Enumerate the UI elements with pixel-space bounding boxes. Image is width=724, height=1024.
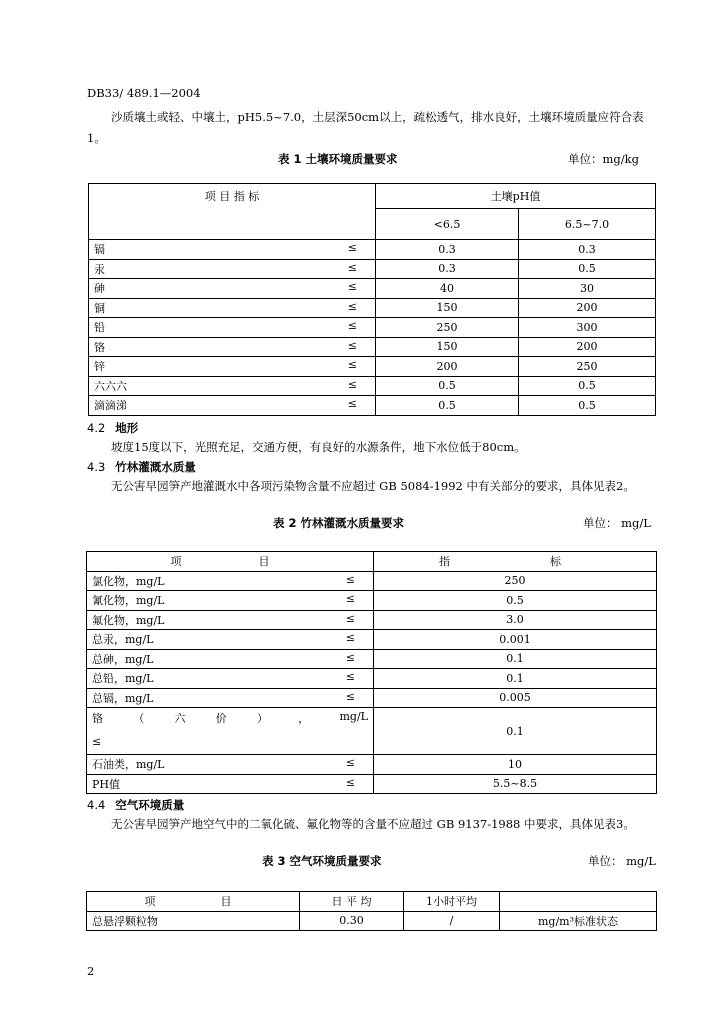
table1-row-name: 镉 (94, 243, 105, 257)
table3-head-item-part: 目 (220, 895, 232, 909)
table1-cell-name (89, 259, 376, 279)
table-row (89, 376, 656, 396)
chromium-name-part: （ (133, 712, 145, 725)
table2-cell-chromium (87, 708, 374, 755)
section-4-4-text: 无公害早园笋产地空气中的二氧化硫、氟化物等的含量不应超过 GB 9137-1988 中要求，具体见表3。 (111, 817, 635, 831)
table2-cell-name (87, 649, 374, 669)
soil-quality-table (88, 183, 656, 416)
table-row (87, 591, 657, 611)
table1-cell-name (89, 396, 376, 416)
table1-row-name: 铜 (94, 301, 105, 315)
table1-cell-low: 200 (376, 357, 519, 377)
table2-caption: 表 2 竹林灌溉水质量要求 (273, 516, 405, 530)
table1-cell-low: 150 (376, 337, 519, 357)
table1-head-ph: 土壤pH值 (376, 184, 656, 209)
table-row (87, 774, 657, 794)
table1-row-name: 滴滴涕 (94, 399, 127, 413)
table1-row-op: ≤ (347, 319, 357, 333)
table2-row-op: ≤ (345, 611, 355, 625)
table-row (89, 318, 656, 338)
chromium-name-part: ， (298, 712, 310, 725)
table2-cell-value: 3.0 (374, 610, 657, 630)
table2-cell-value: 0.1 (374, 708, 657, 755)
table-row (87, 630, 657, 650)
table-row (89, 259, 656, 279)
table3-caption: 表 3 空气环境质量要求 (262, 854, 382, 868)
section-4-3-text: 无公害早园笋产地灌溉水中各项污染物含量不应超过 GB 5084-1992 中有关部分的要求，具体见表2。 (111, 479, 635, 493)
table2-cell-name (87, 688, 374, 708)
table-row (89, 357, 656, 377)
table1-cell-high: 200 (519, 337, 656, 357)
table1-row-name: 砷 (94, 282, 105, 296)
table2-cell-value: 0.001 (374, 630, 657, 650)
table2-row-op: ≤ (345, 756, 355, 770)
table1-head-item: 项 目 指 标 (89, 184, 376, 240)
table-row (87, 610, 657, 630)
table2-row-op: ≤ (345, 670, 355, 684)
table-row (87, 649, 657, 669)
table2-cell-name (87, 610, 374, 630)
table2-head-item (87, 552, 374, 572)
table1-row-name: 锌 (94, 360, 105, 374)
chromium-name-line (92, 708, 368, 726)
table2-row-op: ≤ (345, 689, 355, 703)
table3-head-daily: 日 平 均 (300, 892, 404, 912)
air-quality-table (86, 891, 657, 931)
table-row (87, 708, 657, 755)
table-row (87, 755, 657, 775)
table1-row-op: ≤ (347, 299, 357, 313)
table1-row-op: ≤ (347, 397, 357, 411)
table2-head-item-part: 目 (258, 555, 270, 569)
table1-row-name: 铬 (94, 340, 105, 354)
table1-cell-name (89, 376, 376, 396)
chromium-name-part: 六 (174, 712, 186, 725)
table3-head-hourly: 1小时平均 (404, 892, 500, 912)
table3-head-item-part: 项 (144, 895, 156, 909)
table1-row-op: ≤ (347, 358, 357, 372)
table3-cell-note: mg/m³标准状态 (500, 911, 657, 931)
section-4-3-heading: 4.3 竹林灌溉水质量 (87, 460, 196, 474)
table2-row-op: ≤ (345, 775, 355, 789)
table-row (89, 337, 656, 357)
chromium-name-part: 价 (215, 712, 227, 725)
table2-cell-name (87, 630, 374, 650)
chromium-name-part: ） (257, 712, 268, 725)
table2-row-op: ≤ (345, 650, 355, 664)
table1-caption: 表 1 土壤环境质量要求 (278, 152, 398, 166)
section-4-2-heading: 4.2 地形 (87, 421, 139, 435)
table1-cell-high: 0.5 (519, 396, 656, 416)
table2-cell-name (87, 669, 374, 689)
table2-cell-value: 250 (374, 571, 657, 591)
table1-cell-name (89, 357, 376, 377)
table1-cell-high: 300 (519, 318, 656, 338)
table3-unit: 单位： mg/L (588, 854, 656, 868)
table1-cell-low: 0.5 (376, 376, 519, 396)
table2-head-item-part: 项 (170, 555, 182, 569)
table-row (87, 911, 657, 931)
table2-row-name: 总铅，mg/L (92, 672, 154, 686)
table1-cell-high: 0.5 (519, 376, 656, 396)
table2-cell-value: 10 (374, 755, 657, 775)
irrigation-water-table (86, 551, 657, 794)
table2-head-index-part: 指 (439, 555, 450, 569)
table1-cell-low: 150 (376, 298, 519, 318)
table2-cell-value: 0.5 (374, 591, 657, 611)
table2-cell-name (87, 774, 374, 794)
chromium-name-part: mg/L (339, 710, 368, 723)
table1-row-op: ≤ (347, 280, 357, 294)
table1-cell-low: 0.3 (376, 259, 519, 279)
table3-cell-name: 总悬浮颗粒物 (87, 911, 300, 931)
table3-cell-hourly: / (404, 911, 500, 931)
section-4-2-text: 坡度15度以下，光照充足，交通方便，有良好的水源条件，地下水位低于80cm。 (111, 440, 526, 454)
section-4-4-heading: 4.4 空气环境质量 (87, 798, 185, 812)
chromium-op: ≤ (92, 735, 102, 748)
table-row (89, 240, 656, 260)
table-row (89, 298, 656, 318)
table2-cell-name (87, 591, 374, 611)
table1-cell-high: 0.3 (519, 240, 656, 260)
table1-cell-high: 200 (519, 298, 656, 318)
table2-row-name: PH值 (92, 777, 120, 791)
table1-col-high: 6.5~7.0 (519, 209, 656, 240)
table2-row-op: ≤ (345, 631, 355, 645)
table2-row-name: 氟化物，mg/L (92, 613, 165, 627)
table2-head-index (374, 552, 657, 572)
table1-cell-high: 30 (519, 279, 656, 299)
table1-cell-high: 0.5 (519, 259, 656, 279)
table2-body (87, 571, 657, 794)
table1-unit: 单位：mg/kg (568, 152, 639, 166)
table1-cell-low: 250 (376, 318, 519, 338)
table2-cell-name (87, 571, 374, 591)
table1-cell-name (89, 240, 376, 260)
table1-row-name: 六六六 (94, 379, 127, 393)
table2-cell-name (87, 755, 374, 775)
table3-cell-daily: 0.30 (300, 911, 404, 931)
intro-paragraph: 沙质壤土或轻、中壤土，pH5.5~7.0，土层深50cm以上，疏松透气，排水良好，土壤环境质量应符合表1。 (87, 110, 644, 145)
table1-cell-name (89, 337, 376, 357)
table2-cell-value: 0.005 (374, 688, 657, 708)
table2-row-name: 总砷，mg/L (92, 652, 154, 666)
table2-row-name: 石油类，mg/L (92, 758, 165, 772)
table1-row-name: 汞 (94, 262, 105, 276)
table1-row-name: 铅 (94, 321, 105, 335)
table3-head-item (87, 892, 300, 912)
table2-row-name: 总汞，mg/L (92, 633, 154, 647)
page-number: 2 (87, 964, 95, 978)
table2-row-name: 氰化物，mg/L (92, 594, 165, 608)
table-row (89, 396, 656, 416)
table1-row-op: ≤ (347, 338, 357, 352)
table2-cell-value: 5.5~8.5 (374, 774, 657, 794)
table-row (87, 669, 657, 689)
table2-row-name: 氯化物，mg/L (92, 574, 165, 588)
table2-cell-value: 0.1 (374, 649, 657, 669)
table2-cell-value: 0.1 (374, 669, 657, 689)
table3-head-blank (500, 892, 657, 912)
table1-col-low: <6.5 (376, 209, 519, 240)
table1-cell-name (89, 318, 376, 338)
table1-cell-name (89, 279, 376, 299)
table1-row-op: ≤ (347, 377, 357, 391)
table1-row-op: ≤ (347, 260, 357, 274)
table1-cell-high: 250 (519, 357, 656, 377)
table-row (87, 688, 657, 708)
table1-row-op: ≤ (347, 241, 357, 255)
chromium-name-part: 铬 (92, 712, 103, 725)
table2-head-index-part: 标 (550, 555, 561, 569)
table2-row-name: 总镉，mg/L (92, 691, 154, 705)
table1-cell-name (89, 298, 376, 318)
table-row (89, 279, 656, 299)
table2-unit: 单位： mg/L (583, 516, 651, 530)
table2-row-op: ≤ (345, 592, 355, 606)
table1-cell-low: 0.5 (376, 396, 519, 416)
table2-row-op: ≤ (345, 572, 355, 586)
table1-cell-low: 0.3 (376, 240, 519, 260)
table1-cell-low: 40 (376, 279, 519, 299)
table1-body (89, 240, 656, 416)
document-header: DB33/ 489.1—2004 (87, 86, 201, 100)
table-row (87, 571, 657, 591)
